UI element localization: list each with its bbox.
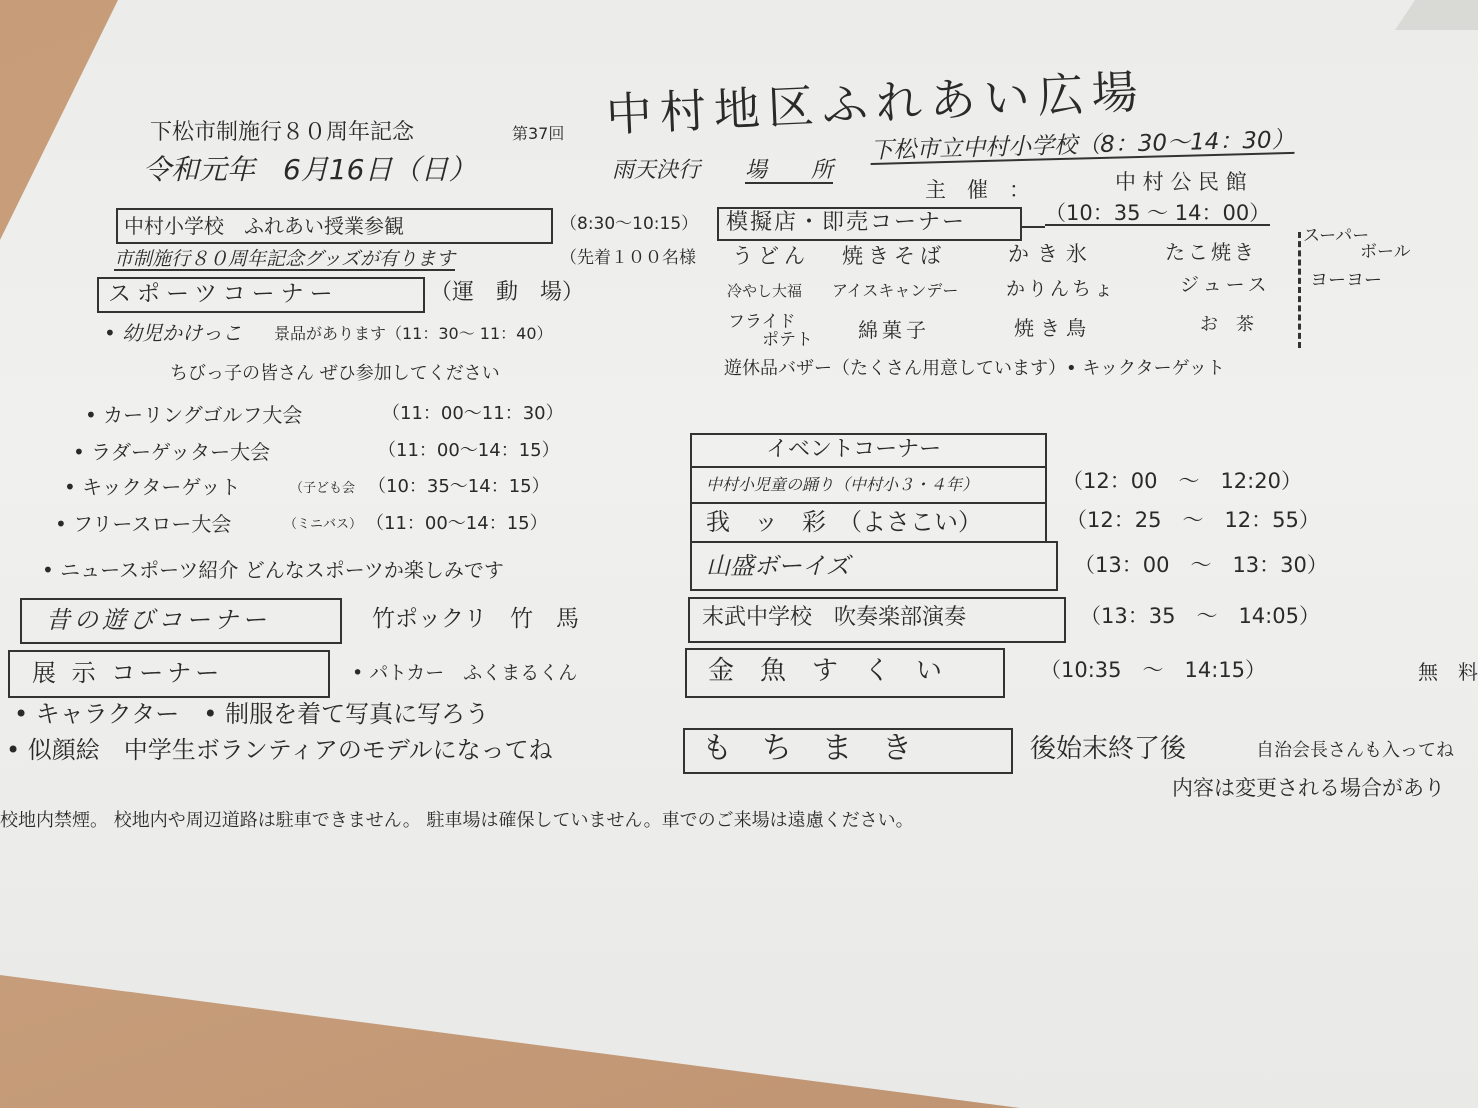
venue-label: 場 所 [745,158,834,183]
footer-note: 校地内禁煙。 校地内や周辺道路は駐車できません。 駐車場は確保していません。車でのご来場は遠慮ください。 [0,810,914,831]
class-visit-time: （8:30〜10:15） [560,214,699,234]
stall-title-connector [1020,226,1045,228]
event-time: （11：00〜14：15） [378,440,560,461]
stall-time: （10：35 〜 14：00） [1045,201,1271,225]
mochi-title: も ち ま き [702,731,912,766]
event-name: • カーリングゴルフ大会 [85,403,303,427]
stall-item: 焼きそば [842,244,946,268]
stall-item: フライド [728,312,796,332]
event-corner-title: イベントコーナー [766,437,942,462]
goldfish-free: 無 料 [1418,660,1478,684]
event-row-time: （12：00 〜 12:20） [1062,469,1302,493]
bazaar-text: 遊休品バザー（たくさん用意しています）• キックターゲット [724,358,1225,379]
edition-text: 第37回 [512,124,565,143]
character-text: • キャラクター • 制服を着て写真に写ろう [14,700,490,728]
event-time: （11：00〜11：30） [382,403,564,424]
event-divider [690,466,1047,468]
event-row-time: （13：00 〜 13：30） [1074,553,1328,577]
infant-prize: 景品があります（11：30〜 11：40） [274,324,553,343]
class-visit-title: 中村小学校 ふれあい授業参観 [124,214,404,238]
event-row-name: 我 ッ 彩 （よさこい） [706,508,982,536]
goldfish-time: （10:35 〜 14:15） [1040,658,1267,682]
stall-item: アイスキャンデー [832,281,959,300]
change-note: 内容は変更される場合があり [1172,776,1445,800]
rain-note: 雨天決行 [612,158,701,183]
event-note: （ミニバス） [284,517,363,532]
host-label: 主 催 ： [925,178,1030,202]
event-name: • ラダーゲッター大会 [73,440,271,464]
stall-item: たこ焼き [1165,240,1257,264]
event-note: （子ども会 [290,481,356,496]
stall-divider [1298,232,1301,348]
sports-place: （運 動 場） [430,280,585,305]
goods-note: （先着１００名様 [560,248,696,268]
venue-text: 下松市立中村小学校（8：30〜14：30） [869,126,1295,164]
event-row-name: 中村小児童の踊り（中村小３・４年） [706,475,979,494]
page-title: 中村地区ふれあい広場 [604,64,1147,142]
exhibit-title: 展 示 コーナー [32,659,224,687]
old-games-title: 昔の遊びコーナー [46,606,270,634]
exhibit-text: • パトカー ふくまるくん [352,662,578,684]
stall-item: ポテト [762,330,813,350]
super-ball-text2: ボール [1360,242,1411,262]
invite-text: ちびっ子の皆さん ぜひ参加してください [170,363,500,384]
goldfish-title: 金 魚 す く い [708,656,943,686]
event-row-name: 山盛ボーイズ [706,552,850,580]
portrait-text: • 似顔絵 中学生ボランティアのモデルになってね [6,736,553,764]
stall-item: 綿菓子 [858,318,930,342]
event-time: （11：00〜14：15） [366,513,548,534]
super-ball-text: スーパー [1303,226,1370,246]
stall-item: ジュース [1180,274,1271,296]
stall-item: うどん [732,244,810,268]
yoyo-text: ヨーヨー [1310,270,1382,291]
host-text: 中 村 公 民 館 [1115,170,1247,194]
event-name: • キックターゲット [64,475,241,499]
stall-item: 焼き鳥 [1014,316,1092,340]
after-note: 自治会長さんも入ってね [1256,740,1454,761]
goods-text: 市制施行８０周年記念グッズが有ります [114,248,456,270]
old-games-text: 竹ポックリ 竹 馬 [372,606,579,632]
sports-title: スポーツコーナー [108,281,339,307]
event-row-time: （13：35 〜 14:05） [1080,604,1320,628]
event-date: 令和元年 6月16日（日） [143,153,477,186]
after-text: 後始末終了後 [1030,734,1187,764]
anniversary-text: 下松市制施行８０周年記念 [150,120,415,145]
event-name: • フリースロー大会 [55,512,232,536]
event-row-name: 末武中学校 吹奏楽部演奏 [702,605,967,630]
new-sports-text: • ニュースポーツ紹介 どんなスポーツか楽しみです [42,558,504,582]
stall-item: お 茶 [1200,314,1254,335]
stall-item: 冷やし大福 [727,282,803,300]
infant-race: • 幼児かけっこ [104,321,243,345]
stall-title: 模擬店・即売コーナー [726,210,967,235]
stall-item: かき氷 [1008,242,1095,266]
stall-item: かりんちょ [1006,278,1117,300]
event-row-time: （12：25 〜 12：55） [1066,508,1320,532]
event-time: （10：35〜14：15） [368,476,550,497]
event-divider [690,502,1047,504]
